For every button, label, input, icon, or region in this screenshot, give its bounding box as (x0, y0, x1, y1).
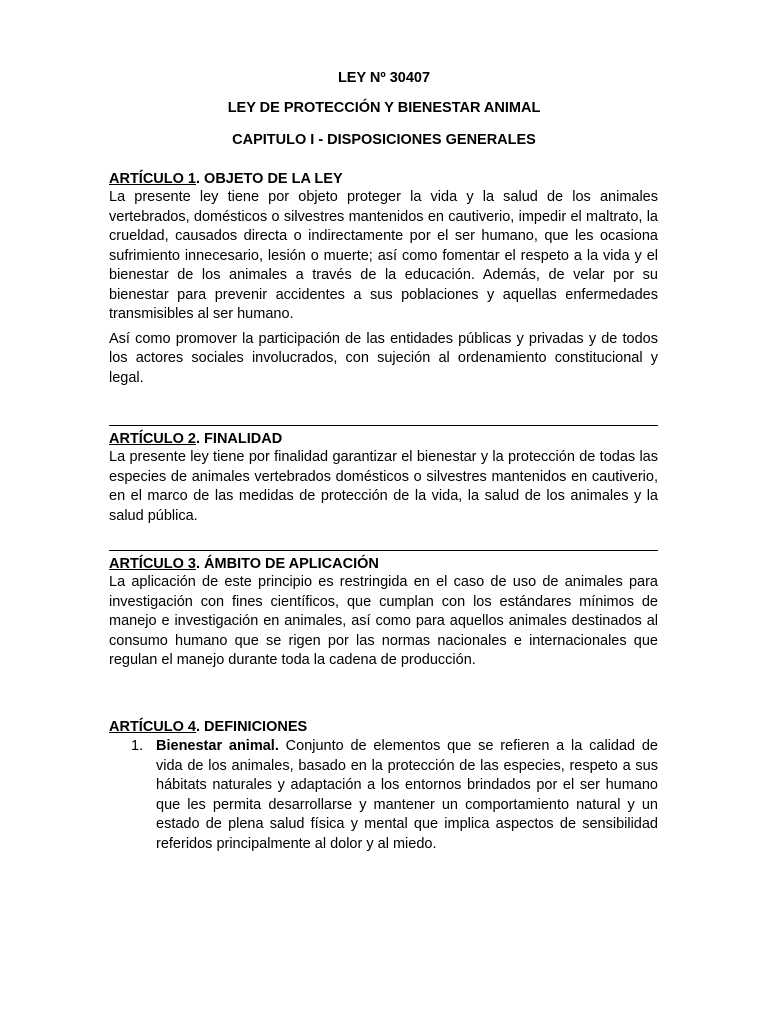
article-2-title: . FINALIDAD (196, 431, 283, 447)
article-4 (109, 718, 658, 736)
article-2-number: ARTÍCULO 2 (109, 431, 196, 447)
article-3 (109, 555, 658, 671)
article-1-paragraph-1: La presente ley tiene por objeto proteger la vida y la salud de los animales vertebrados, domésticos o silvestres mantenidos en cautiverio, impedir el maltrato, la crueldad, causados directa o indirectamente por el ser humano, que les ocasiona sufrimiento innecesario, lesión o muerte; así como fomentar el respeto a la vida y el bienestar de los animales a través de la educación. Además, de velar por su bienestar para prevenir accidentes a sus poblaciones y aquellas enfermedades transmisibles al ser humano. (109, 189, 658, 322)
chapter-title: CAPITULO I - DISPOSICIONES GENERALES (232, 132, 536, 148)
article-2 (109, 430, 658, 526)
law-title: LEY DE PROTECCIÓN Y BIENESTAR ANIMAL (227, 100, 541, 116)
article-3-paragraph-1: La aplicación de este principio es restringida en el caso de uso de animales para investigación con fines científicos, que cumplan con los estándares mínimos de manejo e investigación en animales, así como para aquellos animales destinados al consumo humano que se rigen por las normas nacionales e internacionales que regulan el manejo durante toda la cadena de producción. (109, 574, 658, 668)
definition-text: Conjunto de elementos que se refieren a la calidad de vida de los animales, basado en la protección de las especies, respeto a sus hábitats naturales y adaptación a los entornos brindados por el ser humano que les permita desarrollarse y mantener un comportamiento natural y un estado de plena salud física y mental que implica aspectos de sensibilidad referidos principalmente al dolor y al miedo. (156, 738, 658, 852)
article-2-paragraph-1: La presente ley tiene por finalidad garantizar el bienestar y la protección de todas las especies de animales vertebrados domésticos o silvestres mantenidos en cautiverio, en el marco de las medidas de protección de la vida, la salud de los animales y la salud pública. (109, 449, 658, 524)
article-1-title: . OBJETO DE LA LEY (196, 171, 343, 187)
article-3-heading (109, 555, 658, 573)
divider (109, 550, 658, 551)
list-item (109, 737, 658, 854)
article-1-number: ARTÍCULO 1 (109, 171, 196, 187)
article-4-title: . DEFINICIONES (196, 719, 308, 735)
law-number: LEY Nº 30407 (337, 70, 431, 86)
article-2-heading (109, 430, 658, 448)
list-item-marker: 1. (131, 738, 144, 754)
article-3-title: . ÁMBITO DE APLICACIÓN (196, 556, 379, 572)
article-1-paragraph-2: Así como promover la participación de las entidades públicas y privadas y de todos los actores sociales involucrados, con sujeción al ordenamiento constitucional y legal. (109, 330, 658, 386)
article-4-heading (109, 718, 658, 736)
article-1 (109, 170, 658, 388)
definition-term: Bienestar animal. (156, 738, 279, 754)
article-1-heading (109, 170, 658, 188)
list-item-content (156, 737, 658, 854)
article-4-number: ARTÍCULO 4 (109, 719, 196, 735)
divider (109, 425, 658, 426)
article-3-number: ARTÍCULO 3 (109, 556, 196, 572)
